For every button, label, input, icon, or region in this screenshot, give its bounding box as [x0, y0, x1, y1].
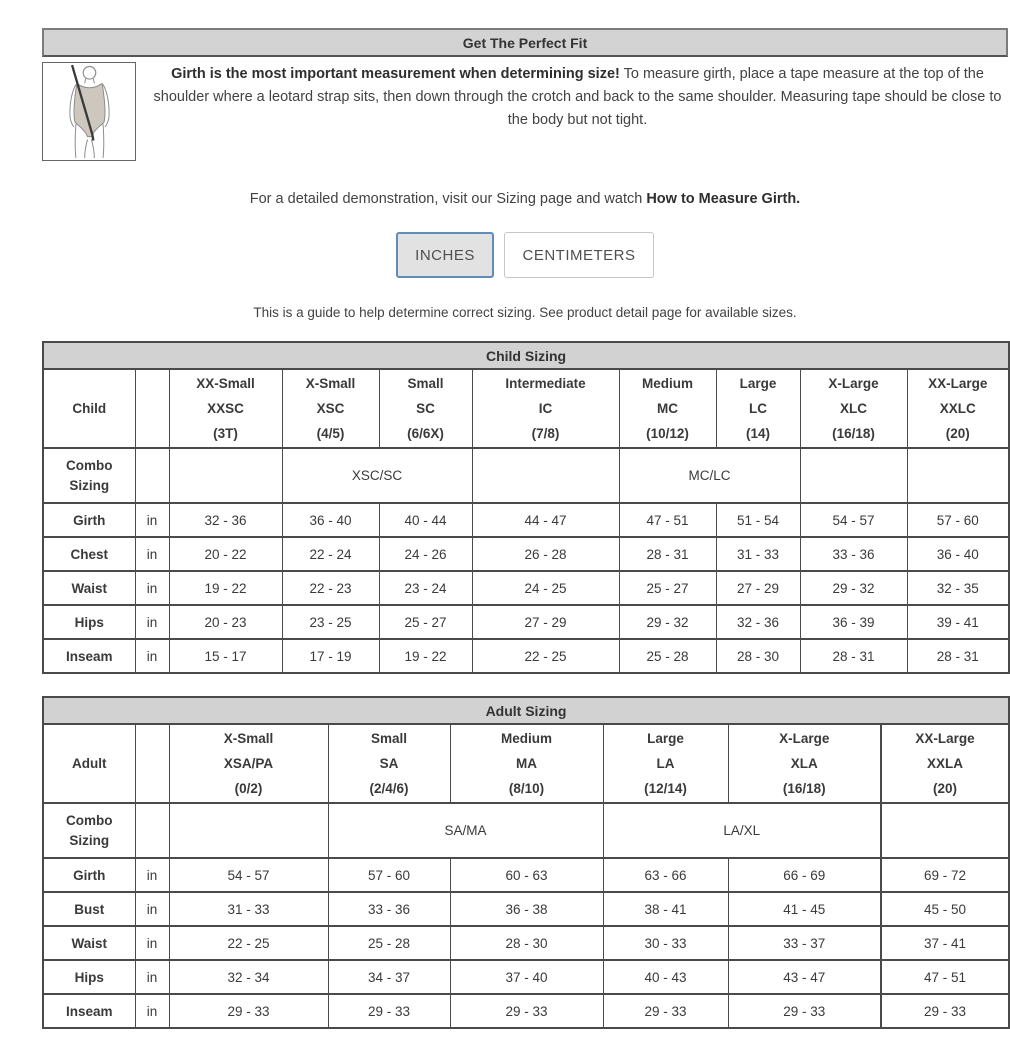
size-code: XXLA — [927, 756, 964, 771]
measurement-value-cell: 32 - 34 — [169, 960, 328, 994]
measurement-value-cell: 34 - 37 — [328, 960, 450, 994]
measurement-value-cell: 22 - 25 — [472, 639, 619, 673]
measurement-value-cell: 23 - 25 — [282, 605, 379, 639]
measurement-label: Hips — [43, 605, 135, 639]
size-code: LC — [749, 401, 767, 416]
empty-cell — [169, 803, 328, 858]
measurement-value-cell: 32 - 35 — [907, 571, 1009, 605]
size-code: XLA — [790, 756, 818, 771]
unit-cell: in — [135, 892, 169, 926]
measurement-value-cell: 20 - 22 — [169, 537, 282, 571]
adult-table-title: Adult Sizing — [43, 697, 1009, 724]
measurement-value-cell: 28 - 31 — [907, 639, 1009, 673]
measurement-row — [43, 926, 1009, 960]
size-number: (12/14) — [644, 781, 687, 796]
size-code: XXSC — [207, 401, 244, 416]
measurement-value-cell: 24 - 26 — [379, 537, 472, 571]
measurement-value-cell: 36 - 40 — [907, 537, 1009, 571]
measurement-value-cell: 63 - 66 — [603, 858, 728, 892]
size-code: MA — [516, 756, 537, 771]
measurement-value-cell: 19 - 22 — [379, 639, 472, 673]
size-name: XX-Large — [928, 376, 988, 391]
measurement-value-cell: 31 - 33 — [716, 537, 800, 571]
size-number: (6/6X) — [407, 426, 444, 441]
size-number: (20) — [945, 426, 970, 441]
unit-cell: in — [135, 639, 169, 673]
size-name: Large — [647, 731, 684, 746]
measurement-label: Inseam — [43, 639, 135, 673]
size-column-header — [169, 369, 282, 448]
size-column-header — [472, 369, 619, 448]
girth-info-section — [42, 62, 1008, 161]
measurement-value-cell: 33 - 37 — [728, 926, 881, 960]
combo-sizing-row — [43, 803, 1009, 858]
measurement-label: Bust — [43, 892, 135, 926]
measurement-value-cell: 28 - 30 — [450, 926, 603, 960]
size-column-header — [881, 724, 1009, 803]
measurement-row — [43, 503, 1009, 537]
measurement-label: Girth — [43, 858, 135, 892]
measurement-value-cell: 54 - 57 — [800, 503, 907, 537]
measurement-value-cell: 37 - 40 — [450, 960, 603, 994]
measurement-value-cell: 36 - 39 — [800, 605, 907, 639]
demo-bold: How to Measure Girth. — [646, 191, 801, 207]
measurement-value-cell: 25 - 28 — [619, 639, 716, 673]
measurement-value-cell: 27 - 29 — [716, 571, 800, 605]
empty-cell — [135, 448, 169, 503]
size-column-header — [282, 369, 379, 448]
empty-cell — [169, 448, 282, 503]
measurement-value-cell: 28 - 31 — [800, 639, 907, 673]
measurement-value-cell: 24 - 25 — [472, 571, 619, 605]
measurement-value-cell: 25 - 28 — [328, 926, 450, 960]
measurement-value-cell: 40 - 43 — [603, 960, 728, 994]
measurement-row — [43, 605, 1009, 639]
measurement-row — [43, 639, 1009, 673]
size-name: Small — [370, 731, 408, 746]
combo-sizing-label: Combo Sizing — [43, 448, 135, 503]
unit-cell: in — [135, 960, 169, 994]
measurement-value-cell: 33 - 36 — [800, 537, 907, 571]
combo-value-cell: XSC/SC — [282, 448, 472, 503]
size-name: Medium — [500, 731, 552, 746]
measurement-value-cell: 45 - 50 — [881, 892, 1009, 926]
unit-cell: in — [135, 537, 169, 571]
unit-header-cell — [135, 724, 169, 803]
measurement-value-cell: 39 - 41 — [907, 605, 1009, 639]
measurement-value-cell: 36 - 38 — [450, 892, 603, 926]
combo-sizing-label: Combo Sizing — [43, 803, 135, 858]
table-title-row — [43, 342, 1009, 369]
measurement-label: Hips — [43, 960, 135, 994]
sizing-guide-note: This is a guide to help determine correct sizing. See product detail page for available sizes. — [253, 305, 797, 320]
size-number: (0/2) — [234, 781, 263, 796]
measurement-value-cell: 28 - 30 — [716, 639, 800, 673]
leotard-figure-drawing — [44, 64, 134, 159]
measurement-value-cell: 32 - 36 — [169, 503, 282, 537]
child-table-title: Child Sizing — [43, 342, 1009, 369]
measurement-value-cell: 29 - 33 — [728, 994, 881, 1028]
size-name: X-Large — [779, 731, 830, 746]
measurement-value-cell: 29 - 33 — [328, 994, 450, 1028]
measurement-value-cell: 29 - 32 — [619, 605, 716, 639]
size-number: (20) — [933, 781, 958, 796]
measurement-value-cell: 33 - 36 — [328, 892, 450, 926]
measurement-value-cell: 26 - 28 — [472, 537, 619, 571]
size-column-header — [907, 369, 1009, 448]
table-title-row — [43, 697, 1009, 724]
measurement-value-cell: 37 - 41 — [881, 926, 1009, 960]
size-number: (14) — [745, 426, 770, 441]
measurement-value-cell: 19 - 22 — [169, 571, 282, 605]
empty-cell — [135, 803, 169, 858]
size-code: SC — [416, 401, 435, 416]
measurement-value-cell: 47 - 51 — [619, 503, 716, 537]
size-name: X-Small — [305, 376, 356, 391]
size-number: (2/4/6) — [369, 781, 409, 796]
size-header-row — [43, 724, 1009, 803]
size-code: XXLC — [939, 401, 976, 416]
size-number: (3T) — [213, 426, 238, 441]
size-code: SA — [379, 756, 399, 771]
empty-cell — [472, 448, 619, 503]
inches-button[interactable]: INCHES — [396, 232, 494, 278]
measurement-value-cell: 36 - 40 — [282, 503, 379, 537]
girth-intro-paragraph — [147, 62, 1008, 161]
demo-instruction — [42, 191, 1008, 207]
measurement-value-cell: 38 - 41 — [603, 892, 728, 926]
adult-sizing-table — [42, 696, 1010, 1029]
size-number: (16/18) — [782, 781, 826, 796]
size-column-header — [328, 724, 450, 803]
page-title-text: Get The Perfect Fit — [462, 34, 588, 51]
page-content — [42, 28, 1008, 1029]
size-code: XSA/PA — [223, 756, 274, 771]
measurement-value-cell: 20 - 23 — [169, 605, 282, 639]
size-name: X-Small — [223, 731, 274, 746]
size-code: MC — [657, 401, 678, 416]
measurement-value-cell: 44 - 47 — [472, 503, 619, 537]
measurement-value-cell: 41 - 45 — [728, 892, 881, 926]
measurement-value-cell: 29 - 33 — [603, 994, 728, 1028]
measurement-label: Waist — [43, 926, 135, 960]
size-column-header — [716, 369, 800, 448]
combo-sizing-row — [43, 448, 1009, 503]
size-column-header — [169, 724, 328, 803]
measurement-value-cell: 23 - 24 — [379, 571, 472, 605]
measurement-value-cell: 32 - 36 — [716, 605, 800, 639]
measurement-value-cell: 57 - 60 — [328, 858, 450, 892]
measurement-row — [43, 858, 1009, 892]
measurement-value-cell: 17 - 19 — [282, 639, 379, 673]
girth-intro-rest: To measure girth, place a tape measure at the top of the shoulder where a leotard strap sits, then down through the crotch and back to the same shoulder. Measuring tape should be close to the body but not tight. — [153, 66, 1002, 128]
size-name: Large — [739, 376, 777, 391]
measurement-value-cell: 15 - 17 — [169, 639, 282, 673]
measurement-label: Girth — [43, 503, 135, 537]
measurement-value-cell: 57 - 60 — [907, 503, 1009, 537]
measurement-value-cell: 29 - 32 — [800, 571, 907, 605]
size-name: Medium — [641, 376, 693, 391]
measurement-value-cell: 54 - 57 — [169, 858, 328, 892]
size-number: (16/18) — [832, 426, 875, 441]
measurement-row — [43, 571, 1009, 605]
measurement-value-cell: 22 - 25 — [169, 926, 328, 960]
girth-intro-bold: Girth is the most important measurement when determining size! — [171, 66, 620, 82]
measurement-row — [43, 960, 1009, 994]
size-column-header — [800, 369, 907, 448]
size-column-header — [379, 369, 472, 448]
size-code: LA — [656, 756, 675, 771]
measurement-value-cell: 43 - 47 — [728, 960, 881, 994]
size-column-header — [619, 369, 716, 448]
measurement-label: Waist — [43, 571, 135, 605]
measurement-value-cell: 29 - 33 — [169, 994, 328, 1028]
measurement-value-cell: 40 - 44 — [379, 503, 472, 537]
measurement-value-cell: 30 - 33 — [603, 926, 728, 960]
unit-header-cell — [135, 369, 169, 448]
demo-text: For a detailed demonstration, visit our Sizing page and watch — [249, 191, 647, 207]
size-number: (4/5) — [316, 426, 345, 441]
leotard-girth-diagram-icon — [42, 62, 136, 161]
measurement-value-cell: 51 - 54 — [716, 503, 800, 537]
measurement-value-cell: 25 - 27 — [379, 605, 472, 639]
empty-cell — [800, 448, 907, 503]
page-title — [42, 28, 1008, 57]
centimeters-button[interactable]: CENTIMETERS — [504, 232, 654, 278]
size-name: XX-Small — [196, 376, 255, 391]
unit-toggle — [42, 232, 1008, 278]
measurement-value-cell: 60 - 63 — [450, 858, 603, 892]
size-code: XLC — [840, 401, 867, 416]
group-label: Child — [43, 369, 135, 448]
measurement-value-cell: 29 - 33 — [881, 994, 1009, 1028]
size-header-row — [43, 369, 1009, 448]
measurement-value-cell: 28 - 31 — [619, 537, 716, 571]
unit-cell: in — [135, 994, 169, 1028]
combo-value-cell: SA/MA — [328, 803, 603, 858]
unit-cell: in — [135, 605, 169, 639]
unit-cell: in — [135, 858, 169, 892]
empty-cell — [907, 448, 1009, 503]
measurement-value-cell: 66 - 69 — [728, 858, 881, 892]
size-column-header — [728, 724, 881, 803]
size-column-header — [450, 724, 603, 803]
measurement-value-cell: 29 - 33 — [450, 994, 603, 1028]
size-number: (8/10) — [508, 781, 545, 796]
group-label: Adult — [43, 724, 135, 803]
size-number: (10/12) — [646, 426, 689, 441]
empty-cell — [881, 803, 1009, 858]
size-code: XSC — [316, 401, 345, 416]
measurement-value-cell: 47 - 51 — [881, 960, 1009, 994]
size-number: (7/8) — [531, 426, 560, 441]
unit-cell: in — [135, 571, 169, 605]
size-name: XX-Large — [915, 731, 975, 746]
measurement-value-cell: 69 - 72 — [881, 858, 1009, 892]
size-name: Small — [407, 376, 444, 391]
measurement-label: Inseam — [43, 994, 135, 1028]
measurement-value-cell: 31 - 33 — [169, 892, 328, 926]
child-sizing-table — [42, 341, 1010, 674]
unit-cell: in — [135, 926, 169, 960]
size-name: Intermediate — [505, 376, 586, 391]
size-name: X-Large — [828, 376, 879, 391]
measurement-row — [43, 537, 1009, 571]
measurement-row — [43, 994, 1009, 1028]
measurement-value-cell: 22 - 24 — [282, 537, 379, 571]
measurement-value-cell: 27 - 29 — [472, 605, 619, 639]
size-code: IC — [538, 401, 553, 416]
combo-value-cell: MC/LC — [619, 448, 800, 503]
measurement-value-cell: 22 - 23 — [282, 571, 379, 605]
combo-value-cell: LA/XL — [603, 803, 881, 858]
measurement-label: Chest — [43, 537, 135, 571]
measurement-row — [43, 892, 1009, 926]
measurement-value-cell: 25 - 27 — [619, 571, 716, 605]
unit-cell: in — [135, 503, 169, 537]
size-column-header — [603, 724, 728, 803]
